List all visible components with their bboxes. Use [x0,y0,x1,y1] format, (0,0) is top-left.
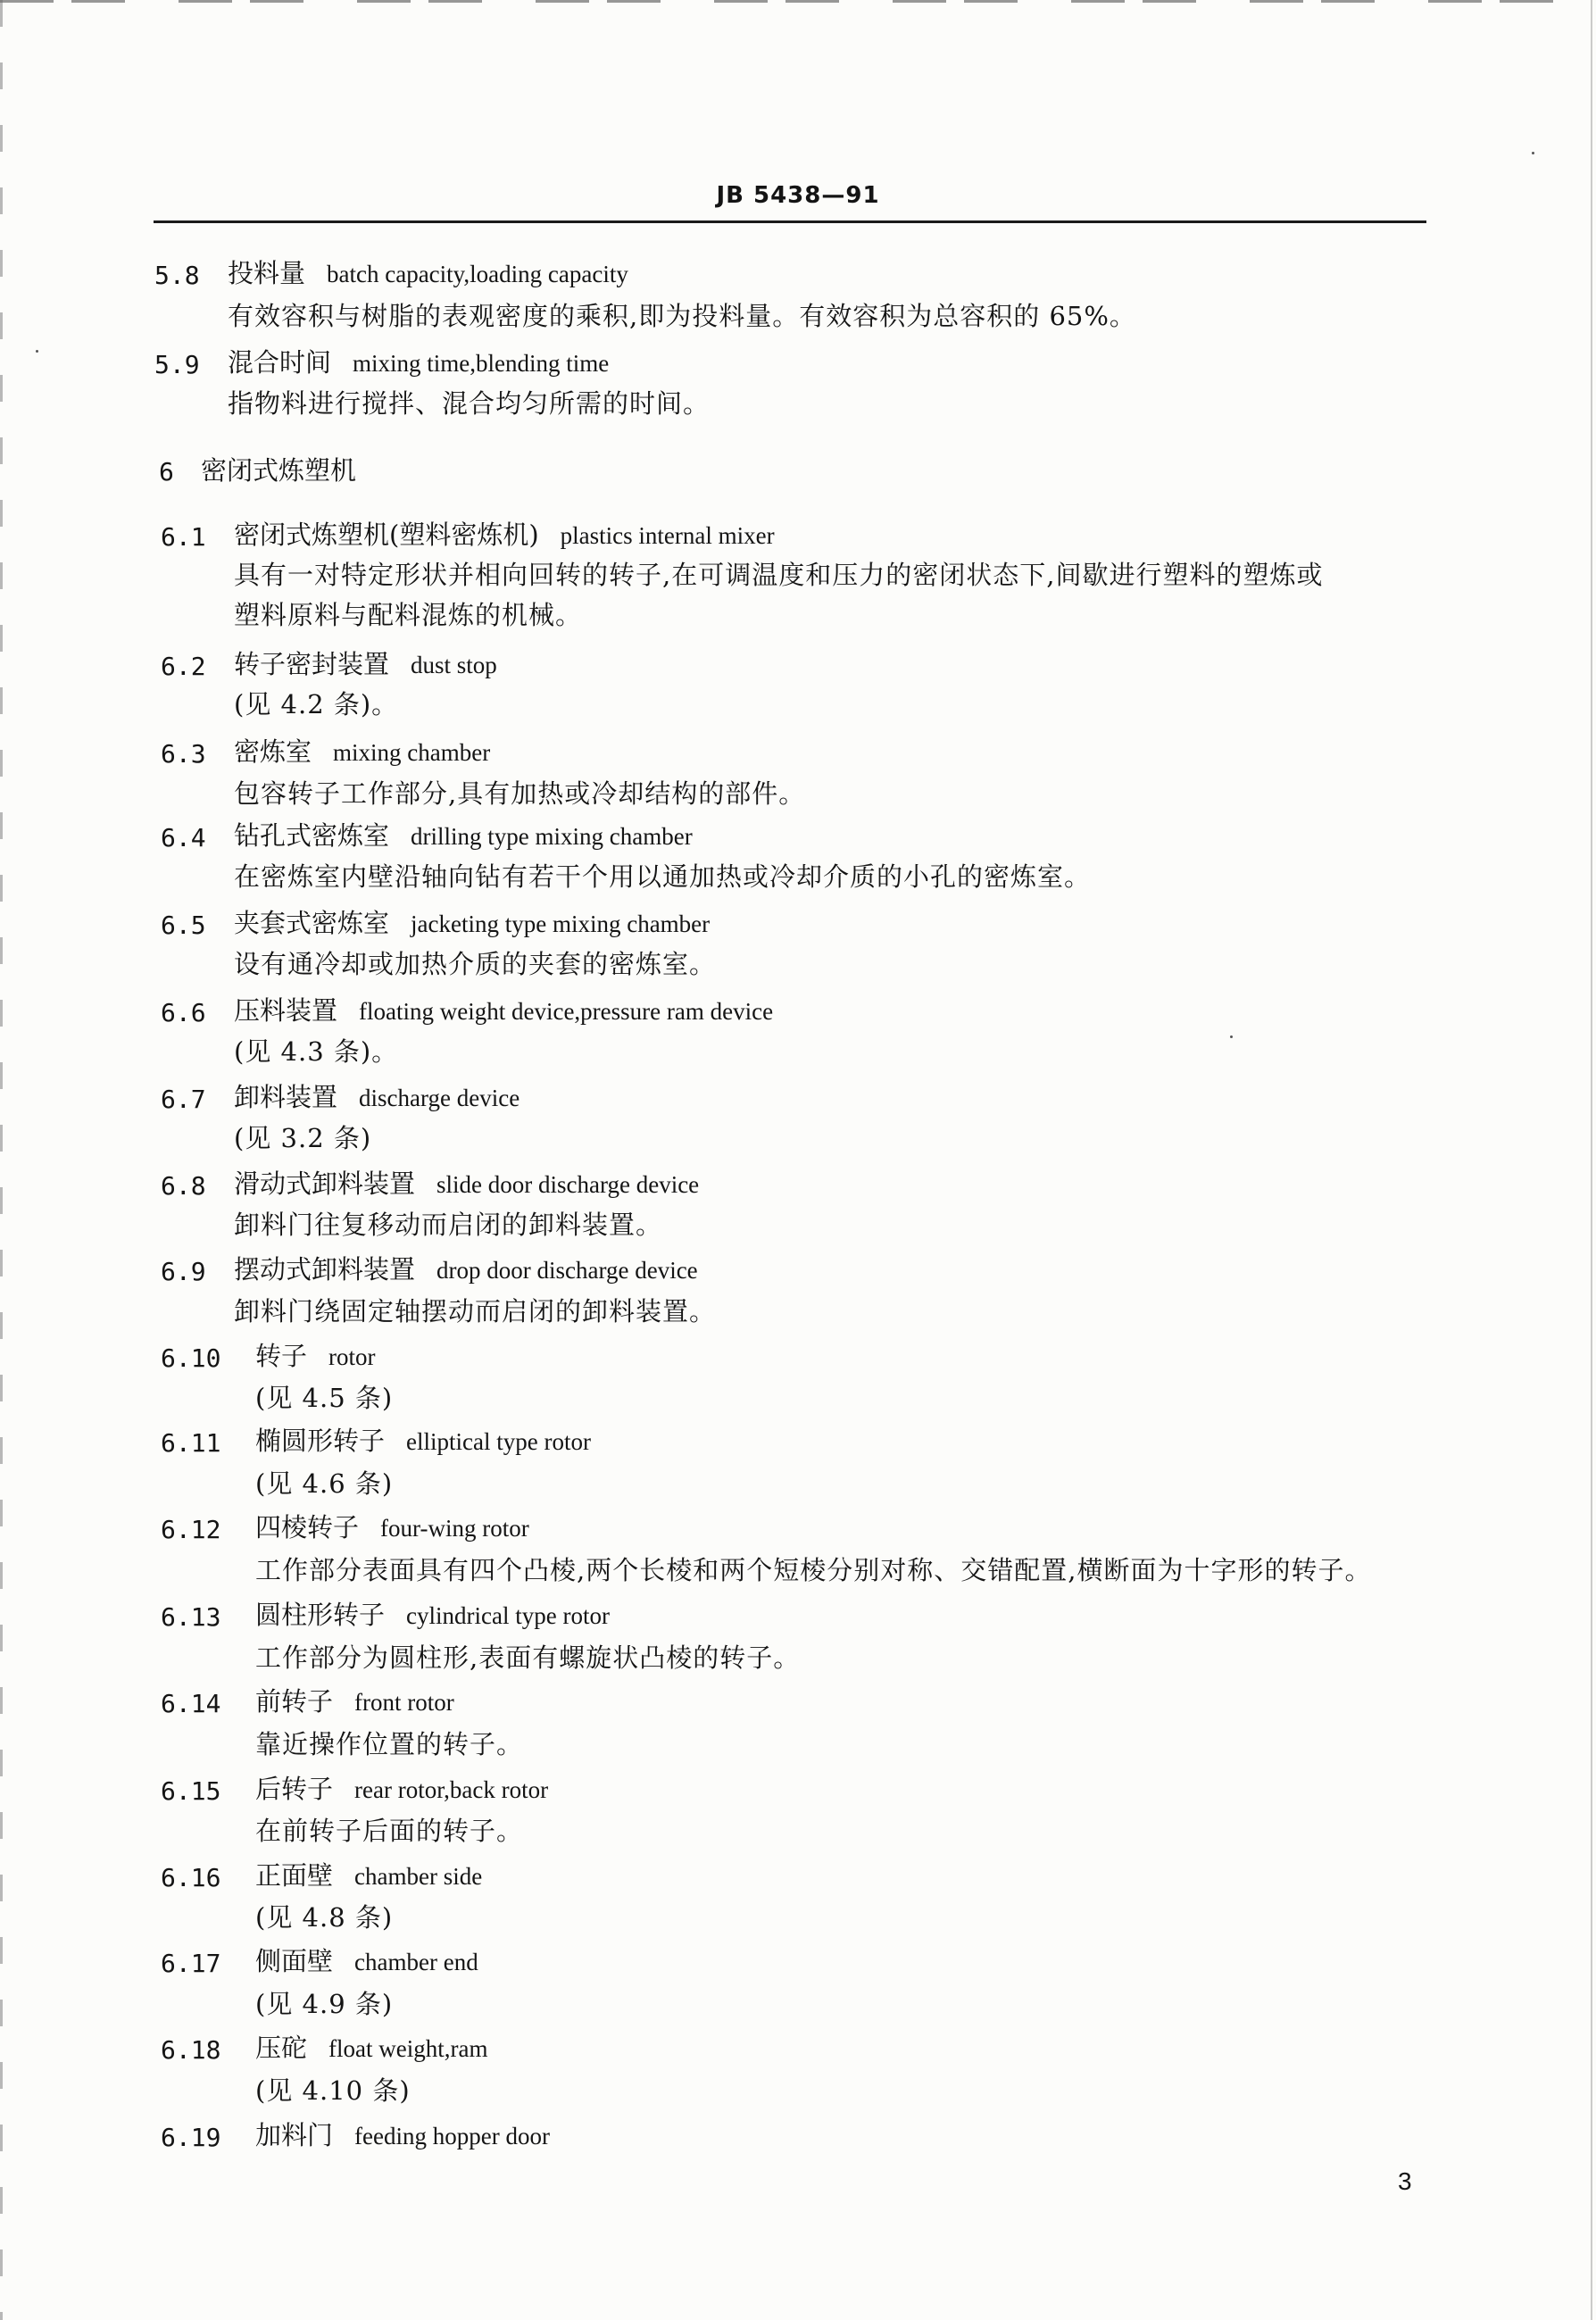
term-chinese: 前转子 [255,1686,334,1717]
term-entry [255,2120,550,2151]
term-number: 6.6 [161,998,206,1027]
scan-speck [1230,1035,1233,1038]
page-number: 3 [1398,2167,1412,2195]
section-number: 6 [159,457,174,486]
term-entry [255,1512,529,1543]
term-english: chamber end [354,1949,478,1975]
term-chinese: 转子密封装置 [234,649,390,679]
term-chinese: 卸料装置 [234,1082,338,1112]
term-number: 6.10 [161,1343,221,1373]
term-definition: 塑料原料与配料混炼的机械。 [234,600,583,630]
term-english: rear rotor,back rotor [354,1776,549,1803]
term-definition: 指物料进行搅拌、混合均匀所需的时间。 [228,388,711,419]
term-chinese: 后转子 [255,1774,334,1804]
term-definition: 卸料门往复移动而启闭的卸料装置。 [234,1210,663,1240]
term-entry [234,1168,699,1200]
term-chinese: 侧面壁 [255,1946,334,1976]
term-number: 6.1 [161,522,206,552]
term-chinese: 夹套式密炼室 [234,908,390,938]
term-number: 6.11 [161,1428,221,1458]
term-definition: 具有一对特定形状并相向回转的转子,在可调温度和压力的密闭状态下,间歇进行塑料的塑炼或 [234,560,1324,590]
header-rule [154,220,1426,223]
term-english: cylindrical type rotor [406,1602,610,1629]
term-chinese: 混合时间 [228,347,332,378]
scan-speck [1532,152,1534,154]
term-entry [255,1686,454,1717]
term-definition: (见 4.8 条) [255,1902,394,1933]
term-number: 6.14 [161,1689,221,1718]
term-definition: 靠近操作位置的转子。 [255,1729,524,1759]
term-definition: (见 4.9 条) [255,1989,394,2019]
term-entry [234,736,490,768]
term-number: 5.9 [154,350,200,379]
term-english: rotor [328,1343,376,1370]
term-definition: 在密炼室内壁沿轴向钻有若干个用以通加热或冷却介质的小孔的密炼室。 [234,861,1092,892]
term-english: jacketing type mixing chamber [411,911,711,937]
term-english: front rotor [354,1689,454,1716]
term-chinese: 密闭式炼塑机(塑料密炼机) [234,520,539,550]
term-definition: (见 4.6 条) [255,1468,394,1499]
term-number: 6.9 [161,1257,206,1286]
term-chinese: 圆柱形转子 [255,1600,386,1630]
term-definition: (见 4.10 条) [255,2075,411,2106]
scan-edge-right [1591,0,1592,2320]
term-chinese: 压砣 [255,2033,308,2063]
term-number: 6.4 [161,823,206,852]
document-header: JB 5438—91 [716,182,880,209]
term-number: 6.18 [161,2035,221,2065]
term-entry [255,1946,478,1977]
term-chinese: 转子 [255,1341,308,1371]
term-definition: (见 4.3 条)。 [234,1036,399,1067]
term-definition: 工作部分表面具有四个凸棱,两个长棱和两个短棱分别对称、交错配置,横断面为十字形的转子。 [255,1555,1372,1585]
term-definition: (见 4.5 条) [255,1383,394,1413]
term-entry [255,1774,548,1805]
term-english: four-wing rotor [380,1515,529,1542]
term-english: mixing chamber [333,739,491,766]
term-number: 6.7 [161,1085,206,1114]
term-number: 6.17 [161,1949,221,1978]
term-entry [255,1341,376,1372]
term-number: 6.16 [161,1863,221,1892]
term-definition: 工作部分为圆柱形,表面有螺旋状凸棱的转子。 [255,1642,801,1673]
section-title: 密闭式炼塑机 [201,455,357,486]
term-chinese: 加料门 [255,2120,334,2150]
term-english: float weight,ram [328,2035,488,2062]
term-number: 6.15 [161,1776,221,1806]
term-definition: (见 3.2 条) [234,1123,372,1153]
term-chinese: 四棱转子 [255,1512,360,1543]
term-entry [234,908,710,939]
term-chinese: 正面壁 [255,1860,334,1891]
term-english: drilling type mixing chamber [411,823,693,850]
term-number: 6.19 [161,2123,221,2152]
scan-edge-top [0,0,1596,3]
term-number: 6.3 [161,739,206,769]
term-chinese: 椭圆形转子 [255,1426,386,1456]
term-definition: 包容转子工作部分,具有加热或冷却结构的部件。 [234,778,806,809]
term-english: feeding hopper door [354,2123,550,2150]
term-number: 6.8 [161,1171,206,1201]
term-english: discharge device [359,1085,520,1111]
term-english: floating weight device,pressure ram device [359,998,774,1025]
term-english: slide door discharge device [436,1171,700,1198]
term-entry [228,347,609,378]
term-chinese: 摆动式卸料装置 [234,1254,416,1285]
term-number: 6.12 [161,1515,221,1544]
scan-speck [36,350,38,353]
term-entry [255,2033,487,2064]
term-entry [255,1426,591,1457]
term-definition: 卸料门绕固定轴摆动而启闭的卸料装置。 [234,1296,717,1326]
term-entry [234,520,775,551]
term-entry [234,649,497,680]
term-english: mixing time,blending time [353,350,610,377]
term-entry [234,820,693,852]
term-chinese: 钻孔式密炼室 [234,820,390,851]
term-entry [234,1082,520,1113]
term-entry [234,1254,698,1285]
term-entry [234,995,773,1027]
term-english: batch capacity,loading capacity [327,261,628,287]
term-number: 6.13 [161,1602,221,1632]
scan-edge-left [0,0,3,2320]
term-english: elliptical type rotor [406,1428,591,1455]
term-chinese: 滑动式卸料装置 [234,1168,416,1199]
term-chinese: 压料装置 [234,995,338,1026]
term-definition: (见 4.2 条)。 [234,689,399,719]
term-english: chamber side [354,1863,483,1890]
term-definition: 设有通冷却或加热介质的夹套的密炼室。 [234,949,717,979]
term-entry [255,1860,482,1892]
term-english: drop door discharge device [436,1257,698,1284]
term-number: 6.5 [161,911,206,940]
term-number: 6.2 [161,652,206,681]
term-definition: 有效容积与树脂的表观密度的乘积,即为投料量。有效容积为总容积的 65%。 [228,301,1136,331]
term-entry [228,258,628,289]
term-english: dust stop [411,652,497,678]
term-english: plastics internal mixer [560,522,775,549]
term-entry [255,1600,610,1631]
term-chinese: 投料量 [228,258,306,288]
term-number: 5.8 [154,261,200,290]
term-chinese: 密炼室 [234,736,312,767]
term-definition: 在前转子后面的转子。 [255,1816,524,1846]
